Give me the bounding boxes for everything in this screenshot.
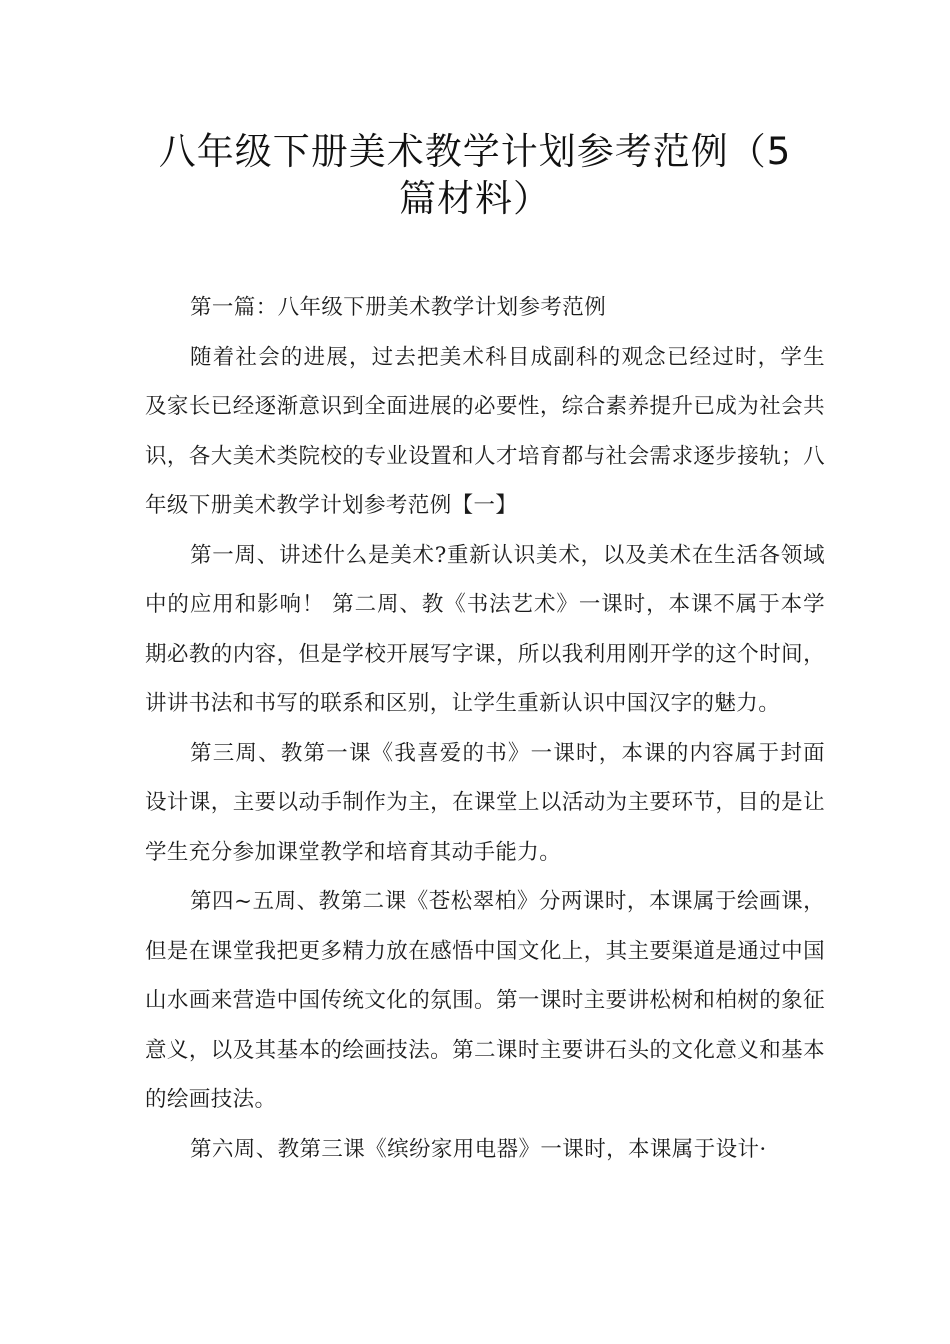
section-heading: 第一篇：八年级下册美术教学计划参考范例 [190, 295, 607, 320]
paragraph-week-4-5: 第四~五周、教第二课《苍松翠柏》分两课时，本课属于绘画课，但是在课堂我把更多精力放在感悟中国文化上，其主要渠道是通过中国山水画来营造中国传统文化的氛围。第一课时主要讲松树和柏树的象征意义，以及其基本的绘画技法。第二课时主要讲石头的文化意义和基本的绘画技法。 [145, 889, 825, 1112]
paragraph-week-1-2: 第一周、讲述什么是美术?重新认识美术，以及美术在生活各领域中的应用和影响！ 第二周、教《书法艺术》一课时，本课不属于本学期必教的内容，但是学校开展写字课，所以我利用刚开学的这个时间，讲讲书法和书写的联系和区别，让学生重新认识中国汉字的魅力。 [145, 542, 825, 716]
paragraph-week-3: 第三周、教第一课《我喜爱的书》一课时，本课的内容属于封面设计课，主要以动手制作为主，在课堂上以活动为主要环节，目的是让学生充分参加课堂教学和培育其动手能力。 [145, 740, 825, 865]
document-body [145, 283, 825, 1174]
title-line-2: 篇材料） [399, 177, 551, 220]
document-title [120, 128, 830, 222]
paragraph-week-6: 第六周、教第三课《缤纷家用电器》一课时，本课属于设计· [190, 1136, 767, 1162]
paragraph-intro: 随着社会的进展，过去把美术科目成副科的观念已经过时，学生及家长已经逐渐意识到全面进展的必要性，综合素养提升已成为社会共识，各大美术类院校的专业设置和人才培育都与社会需求逐步接轨；八年级下册美术教学计划参考范例【一】 [145, 344, 825, 518]
title-line-1: 八年级下册美术教学计划参考范例（5 [158, 130, 792, 173]
